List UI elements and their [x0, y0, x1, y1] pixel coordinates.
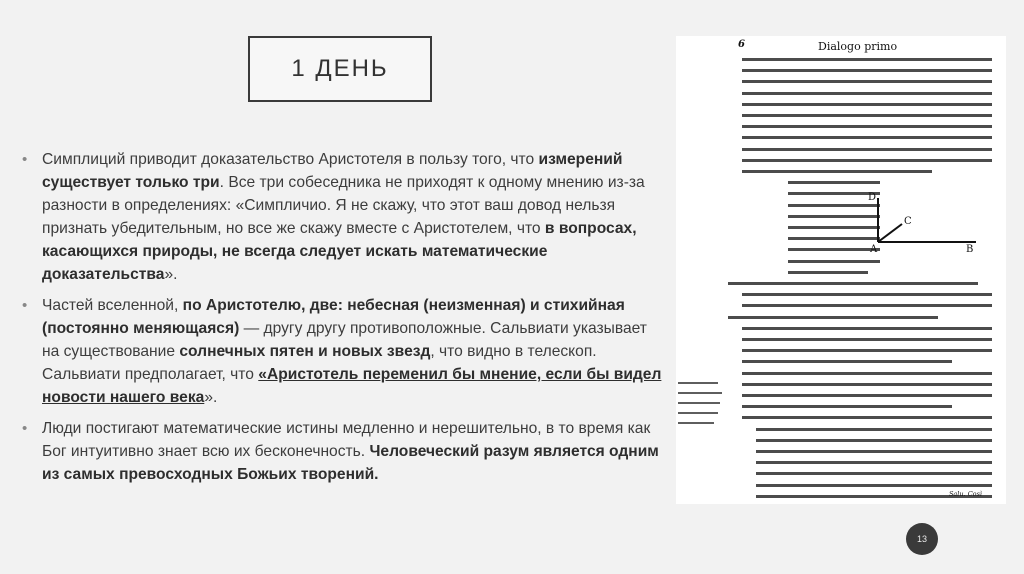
- bullet-item: [22, 294, 662, 409]
- scan-line: [742, 372, 992, 375]
- bullet-text: — другу другу противоположные. Сальвиати указывает на существование: [42, 320, 647, 360]
- bullet-text: Частей вселенной,: [42, 297, 183, 314]
- scan-line: [678, 412, 718, 414]
- page-number-badge: [906, 523, 938, 555]
- scan-line: [742, 103, 992, 106]
- bullet-item: [22, 148, 662, 286]
- scan-line: [742, 360, 952, 363]
- book-page-scan: [676, 36, 1006, 504]
- scan-line: [742, 125, 992, 128]
- bullet-emphasis: по Аристотелю, две: небесная (неизменная) и стихийная (постоянно меняющаяся): [42, 297, 625, 337]
- scan-page-number: 6: [738, 39, 745, 50]
- bullet-text: ».: [164, 266, 178, 283]
- scan-line: [728, 282, 978, 285]
- figure-label-d: D: [868, 192, 877, 203]
- scan-line: [756, 472, 992, 475]
- bullet-emphasis: Человеческий разум является одним из самых превосходных Божьих творений.: [42, 443, 659, 483]
- scan-line: [742, 405, 952, 408]
- bullet-text: ».: [204, 389, 218, 406]
- scan-line: [756, 484, 992, 487]
- scan-line: [742, 304, 992, 307]
- scan-line: [742, 148, 992, 151]
- scan-line: [678, 402, 720, 404]
- scan-line: [742, 293, 992, 296]
- figure-label-b: B: [966, 244, 974, 255]
- scan-line: [742, 114, 992, 117]
- scan-signature: Salu. Così: [948, 490, 982, 498]
- scan-line: [728, 316, 938, 319]
- content-area: [22, 148, 662, 494]
- bullet-text: Симплиций приводит доказательство Аристотеля в пользу того, что: [42, 151, 539, 168]
- scan-line: [742, 383, 992, 386]
- scan-line: [742, 338, 992, 341]
- scan-line: [678, 382, 718, 384]
- title-box: [248, 36, 432, 102]
- scan-line: [742, 58, 992, 61]
- scan-line: [742, 92, 992, 95]
- bullet-text: . Все три собеседника не приходят к одному мнению из-за разности в определениях: «Симпличио. Я не скажу, что этот ваш довод нельзя признать убедительным, но все же скажу вместе с Аристотелем, что: [42, 174, 645, 237]
- bullet-emphasis: измерений существует только три: [42, 151, 623, 191]
- scan-header: Dialogo primo: [818, 40, 898, 53]
- scan-line: [678, 392, 722, 394]
- scan-line: [756, 461, 992, 464]
- page-number: 13: [916, 534, 927, 544]
- scan-line: [756, 450, 992, 453]
- geometry-figure: [852, 190, 982, 260]
- scan-line: [742, 159, 992, 162]
- scan-line: [742, 416, 992, 419]
- figure-label-a: A: [870, 244, 878, 255]
- scan-line: [742, 394, 992, 397]
- bullet-emphasis: солнечных пятен и новых звезд: [179, 343, 431, 360]
- scan-line: [742, 170, 932, 173]
- bullet-text: Люди постигают математические истины медленно и нерешительно, в то время как Бог интуитивно знает всю их бесконечность.: [42, 420, 651, 460]
- bullet-item: [22, 417, 662, 486]
- scan-line: [788, 181, 880, 184]
- scan-line: [788, 271, 868, 274]
- slide-title: 1 ДЕНЬ: [291, 55, 389, 82]
- bullet-emphasis: в вопросах, касающихся природы, не всегда следует искать математические доказательства: [42, 220, 637, 283]
- scan-line: [742, 80, 992, 83]
- scan-line: [788, 260, 880, 263]
- scan-line: [742, 69, 992, 72]
- bullet-text: , что видно в телескоп. Сальвиати предполагает, что: [42, 343, 597, 383]
- bullet-emphasis: «Аристотель переменил бы мнение, если бы видел новости нашего века: [42, 366, 662, 406]
- scan-line: [742, 327, 992, 330]
- scan-text-lines: [676, 36, 1006, 504]
- scan-line: [678, 422, 714, 424]
- scan-line: [756, 428, 992, 431]
- scan-line: [756, 439, 992, 442]
- figure-label-c: C: [904, 216, 912, 227]
- scan-line: [742, 349, 992, 352]
- scan-line: [742, 136, 992, 139]
